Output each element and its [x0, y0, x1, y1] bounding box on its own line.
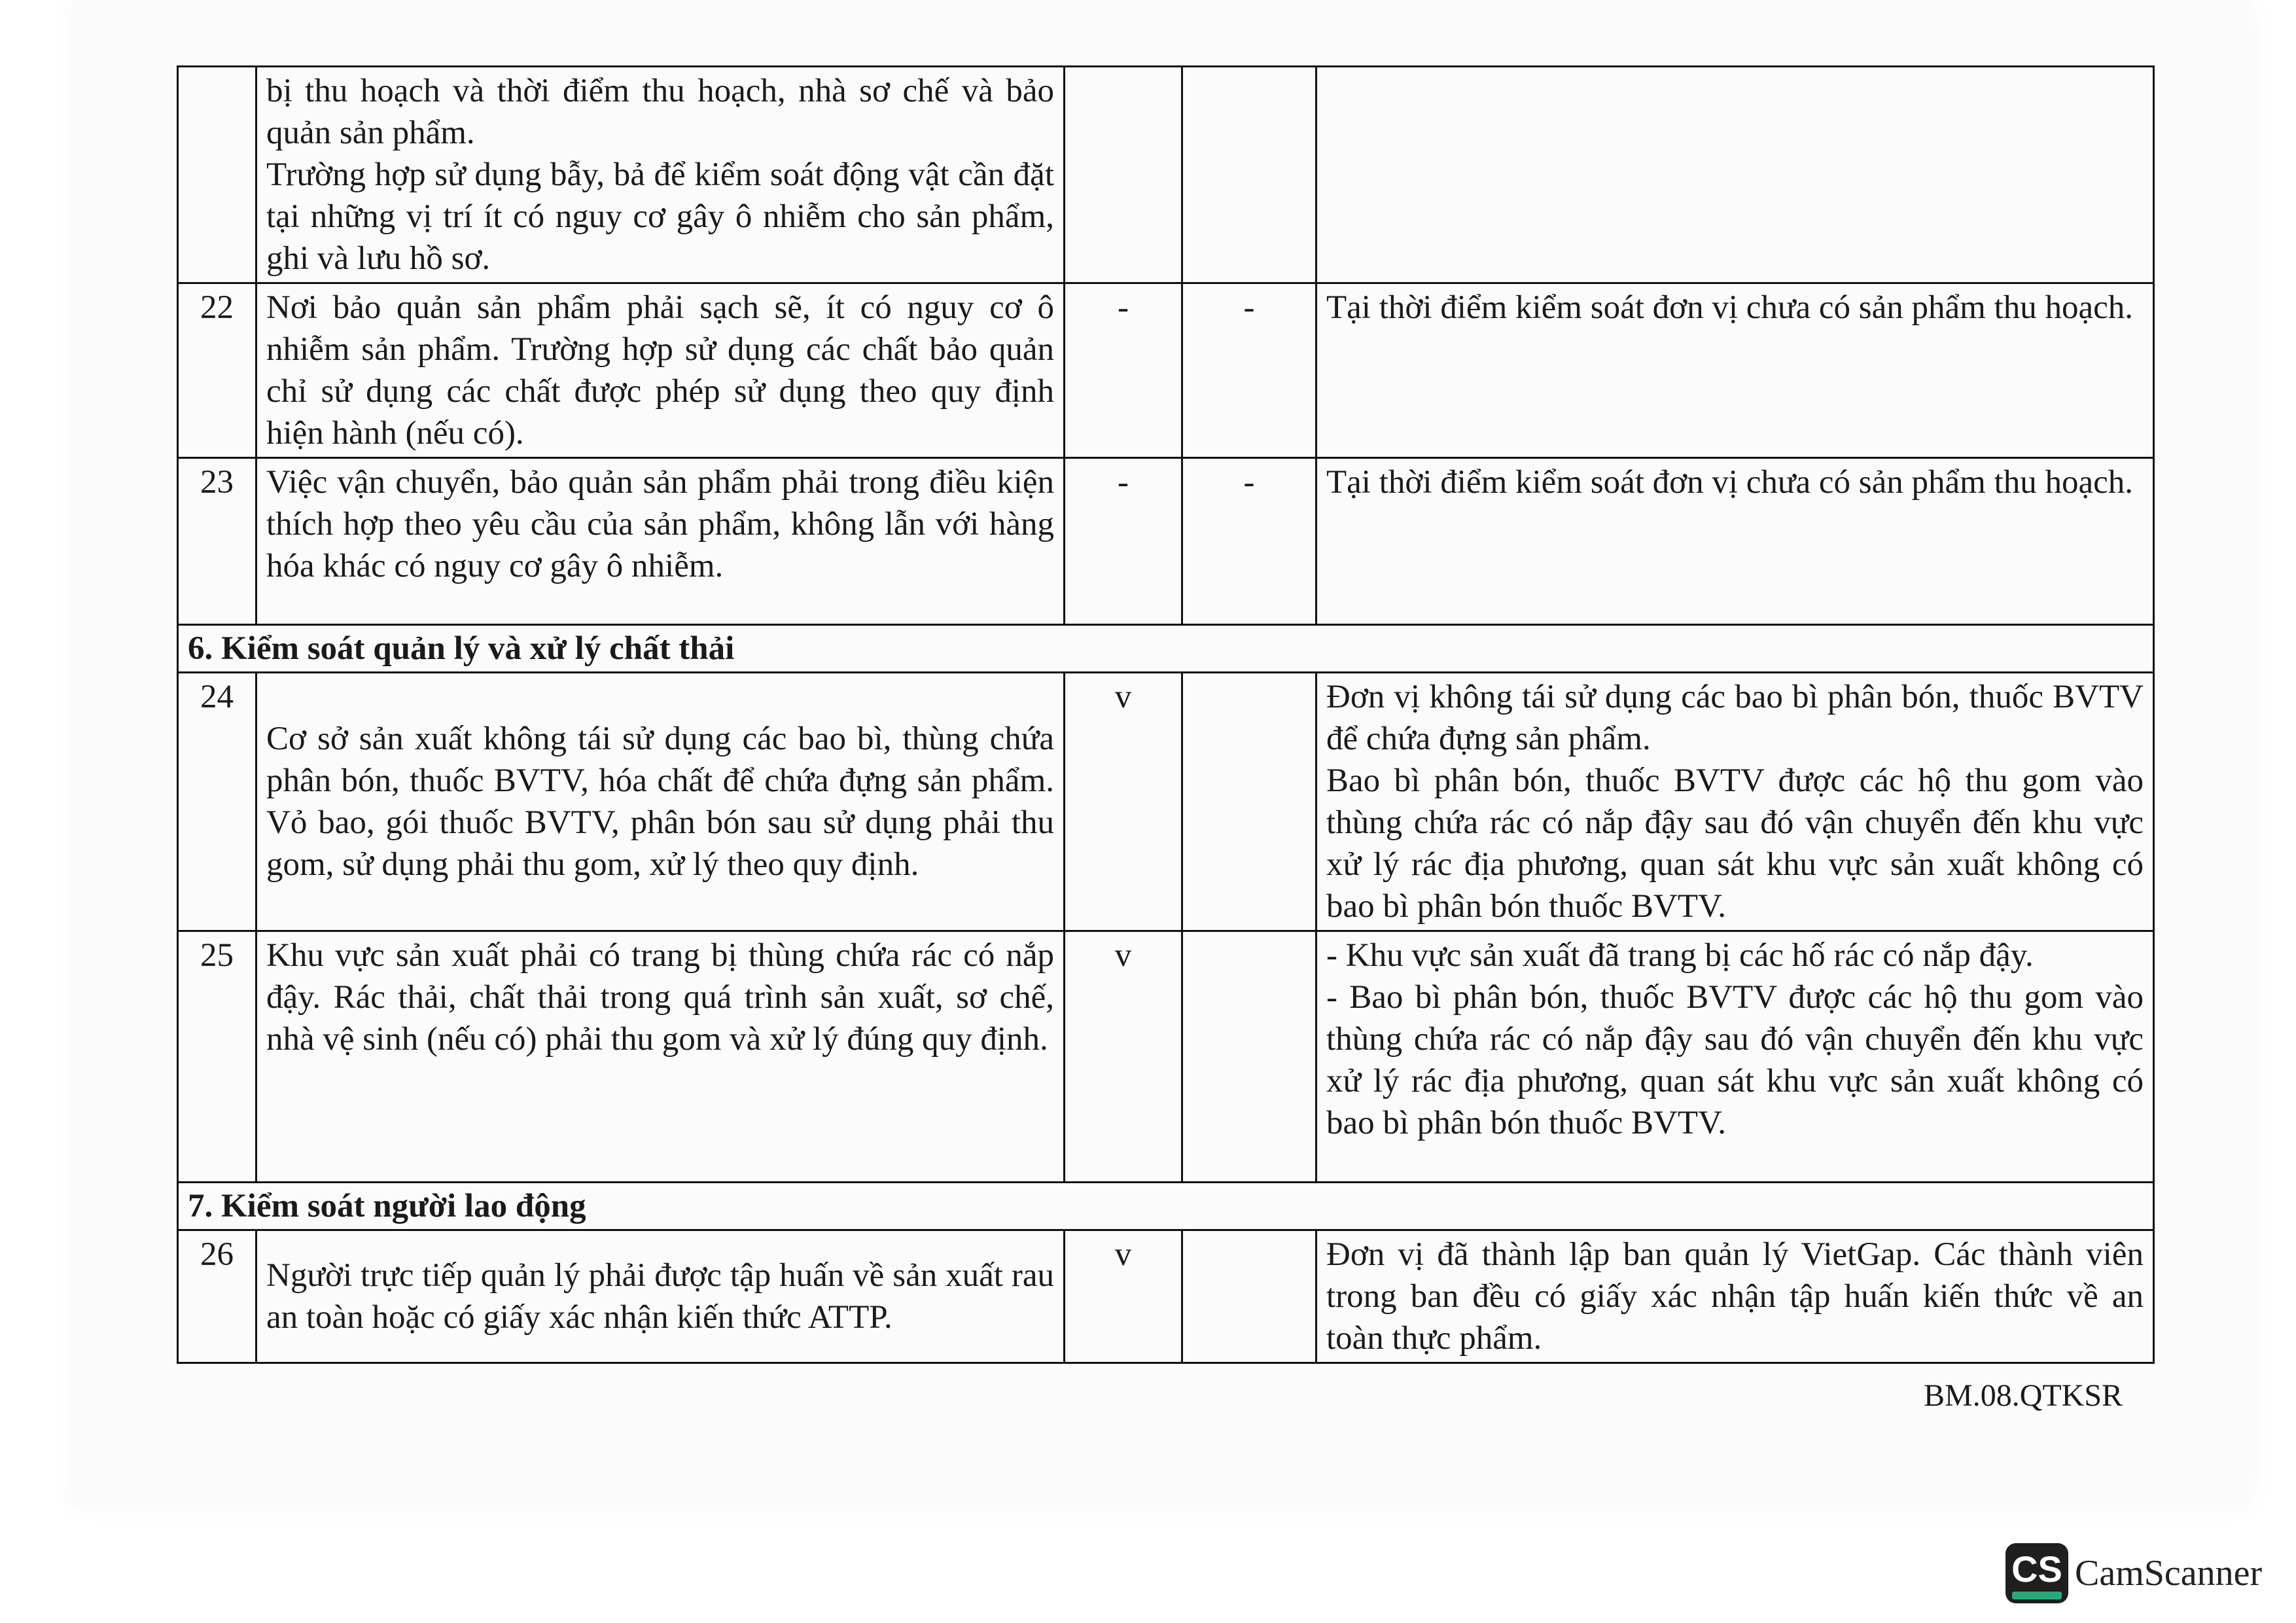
section-header-row [178, 1183, 2154, 1230]
requirement-text: Cơ sở sản xuất không tái sử dụng các bao bì, thùng chứa phân bón, thuốc BVTV, hóa chất để chứa đựng sản phẩm. Vỏ bao, gói thuốc BVTV, phân bón sau sử dụng phải thu gom, sử dụng phải thu gom, xử lý theo quy định. [266, 721, 1054, 883]
assessment-note [1316, 283, 2154, 458]
noncompliance-mark [1182, 931, 1316, 1183]
table-row [178, 67, 2154, 283]
requirement-cell [256, 458, 1065, 625]
requirement-cell [256, 1230, 1065, 1363]
table-row [178, 673, 2154, 931]
table-row [178, 283, 2154, 458]
compliance-mark: - [1065, 283, 1182, 458]
row-number: 26 [178, 1230, 256, 1363]
camscanner-icon [2005, 1543, 2068, 1603]
requirement-cell [256, 673, 1065, 931]
assessment-note [1316, 673, 2154, 931]
assessment-note [1316, 1230, 2154, 1363]
note-text: Đơn vị không tái sử dụng các bao bì phân bón, thuốc BVTV để chứa đựng sản phẩm. [1326, 679, 2144, 757]
row-number: 25 [178, 931, 256, 1183]
requirement-text: Khu vực sản xuất phải có trang bị thùng chứa rác có nắp đậy. Rác thải, chất thải trong quá trình sản xuất, sơ chế, nhà vệ sinh (nếu có) phải thu gom và xử lý đúng quy định. [266, 937, 1054, 1058]
camscanner-icon-text: CS [2011, 1548, 2062, 1590]
form-code: BM.08.QTKSR [1924, 1378, 2123, 1413]
noncompliance-mark: - [1182, 283, 1316, 458]
note-text: - Khu vực sản xuất đã trang bị các hố rác có nắp đậy. [1326, 937, 2034, 974]
requirement-cell [256, 67, 1065, 283]
assessment-note [1316, 931, 2154, 1183]
requirement-text: bị thu hoạch và thời điểm thu hoạch, nhà sơ chế và bảo quản sản phẩm. [266, 73, 1054, 151]
compliance-mark [1065, 67, 1182, 283]
requirement-text: Trường hợp sử dụng bẫy, bả để kiểm soát động vật cần đặt tại những vị trí ít có nguy cơ gây ô nhiễm cho sản phẩm, ghi và lưu hồ sơ. [266, 156, 1054, 277]
compliance-mark: v [1065, 1230, 1182, 1363]
row-number [178, 67, 256, 283]
compliance-mark: - [1065, 458, 1182, 625]
note-text: Đơn vị đã thành lập ban quản lý VietGap. Các thành viên trong ban đều có giấy xác nhận tập huấn kiến thức về an toàn thực phẩm. [1326, 1236, 2144, 1357]
camscanner-watermark [2005, 1543, 2262, 1603]
section-header-row [178, 625, 2154, 673]
row-number: 23 [178, 458, 256, 625]
section-title: 6. Kiểm soát quản lý và xử lý chất thải [178, 625, 2154, 673]
compliance-mark: v [1065, 673, 1182, 931]
note-text: Tại thời điểm kiểm soát đơn vị chưa có sản phẩm thu hoạch. [1326, 289, 2134, 326]
row-number: 22 [178, 283, 256, 458]
compliance-mark: v [1065, 931, 1182, 1183]
assessment-note [1316, 458, 2154, 625]
table-row [178, 931, 2154, 1183]
note-text: Bao bì phân bón, thuốc BVTV được các hộ thu gom vào thùng chứa rác có nắp đậy sau đó vận chuyển đến khu vực xử lý rác địa phương, quan sát khu vực sản xuất không có bao bì phân bón thuốc BVTV. [1326, 762, 2144, 925]
requirement-text: Việc vận chuyển, bảo quản sản phẩm phải trong điều kiện thích hợp theo yêu cầu của sản phẩm, không lẫn với hàng hóa khác có nguy cơ gây ô nhiễm. [266, 464, 1054, 584]
checklist-table [177, 65, 2155, 1364]
noncompliance-mark [1182, 1230, 1316, 1363]
table-row [178, 1230, 2154, 1363]
requirement-cell [256, 283, 1065, 458]
table-row [178, 458, 2154, 625]
assessment-note [1316, 67, 2154, 283]
requirement-text: Nơi bảo quản sản phẩm phải sạch sẽ, ít có nguy cơ ô nhiễm sản phẩm. Trường hợp sử dụng các chất bảo quản chỉ sử dụng các chất được phép sử dụng theo quy định hiện hành (nếu có). [266, 289, 1054, 452]
noncompliance-mark: - [1182, 458, 1316, 625]
scanner-sheet-icon [2012, 1592, 2062, 1599]
note-text: Tại thời điểm kiểm soát đơn vị chưa có sản phẩm thu hoạch. [1326, 464, 2134, 501]
requirement-text: Người trực tiếp quản lý phải được tập huấn về sản xuất rau an toàn hoặc có giấy xác nhận kiến thức ATTP. [266, 1257, 1054, 1336]
noncompliance-mark [1182, 67, 1316, 283]
row-number: 24 [178, 673, 256, 931]
requirement-cell [256, 931, 1065, 1183]
noncompliance-mark [1182, 673, 1316, 931]
note-text: - Bao bì phân bón, thuốc BVTV được các hộ thu gom vào thùng chứa rác có nắp đậy sau đó vận chuyển đến khu vực xử lý rác địa phương, quan sát khu vực sản xuất không có bao bì phân bón thuốc BVTV. [1326, 979, 2144, 1141]
camscanner-brand: CamScanner [2075, 1553, 2263, 1594]
section-title: 7. Kiểm soát người lao động [178, 1183, 2154, 1230]
